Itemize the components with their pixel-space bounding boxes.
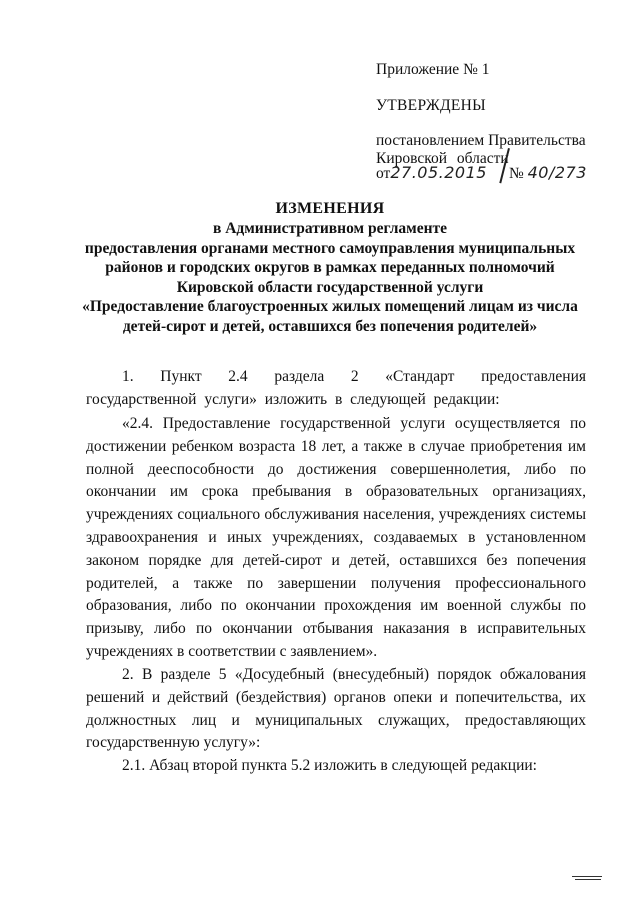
document-title: ИЗМЕНЕНИЯ — [275, 200, 385, 217]
approved-label: УТВЕРЖДЕНЫ — [376, 97, 486, 114]
subtitle-line: районов и городских округов в рамках переданных полномочий — [105, 259, 555, 276]
date-prefix: от — [376, 165, 391, 182]
handwritten-date: 27.05.2015 — [390, 163, 487, 182]
footer-scribble — [572, 876, 602, 890]
date-number-line — [376, 163, 587, 189]
subtitle-line: детей-сирот и детей, оставшихся без попечения родителей» — [122, 317, 538, 335]
subtitle-line: предоставления органами местного самоуправления муниципальных — [84, 239, 576, 257]
appendix-label: Приложение № 1 — [376, 61, 490, 78]
number-sign: № — [508, 165, 524, 182]
paragraph-2: «2.4. Предоставление государственной услуги осуществляется по достижении ребенком возраста 18 лет, а также в случае приобретения им полной дееспособности до достижения совершеннолетия, либо по окончании им срока пребывания в образовательных организациях, учреждениях социального обслуживания населения, учреждениях системы здравоохранения и иных учреждениях, создаваемых в установленном законом порядке для детей-сирот и детей, оставшихся без попечения родителей, а также по завершении получения профессионального образования, либо по окончании прохождения им военной службы по призыву, либо по окончании отбывания наказания в исправительных учреждениях в соответствии с заявлением». — [86, 415, 586, 660]
handwritten-number: 40/273 — [527, 163, 587, 182]
region-line: Кировской области — [376, 150, 509, 167]
paragraph-3: 2. В разделе 5 «Досудебный (внесудебный) порядок обжалования решений и действий (бездействия) органов опеки и попечительства, их должностных лиц и муниципальных служащих, предоставляющих государственную услугу»: — [86, 666, 586, 752]
paragraph-4: 2.1. Абзац второй пункта 5.2 изложить в следующей редакции: — [122, 757, 537, 774]
resolution-line: постановлением Правительства — [376, 132, 586, 149]
paragraph-1: 1. Пункт 2.4 раздела 2 «Стандарт предоставления государственной услуги» изложить в следующей редакции: — [86, 368, 586, 408]
document-subtitle — [60, 219, 600, 336]
subtitle-line: Кировской области государственной услуги — [176, 278, 484, 296]
subtitle-line: «Предоставление благоустроенных жилых помещений лицам из числа — [82, 298, 578, 315]
subtitle-line: в Административном регламенте — [212, 220, 448, 237]
